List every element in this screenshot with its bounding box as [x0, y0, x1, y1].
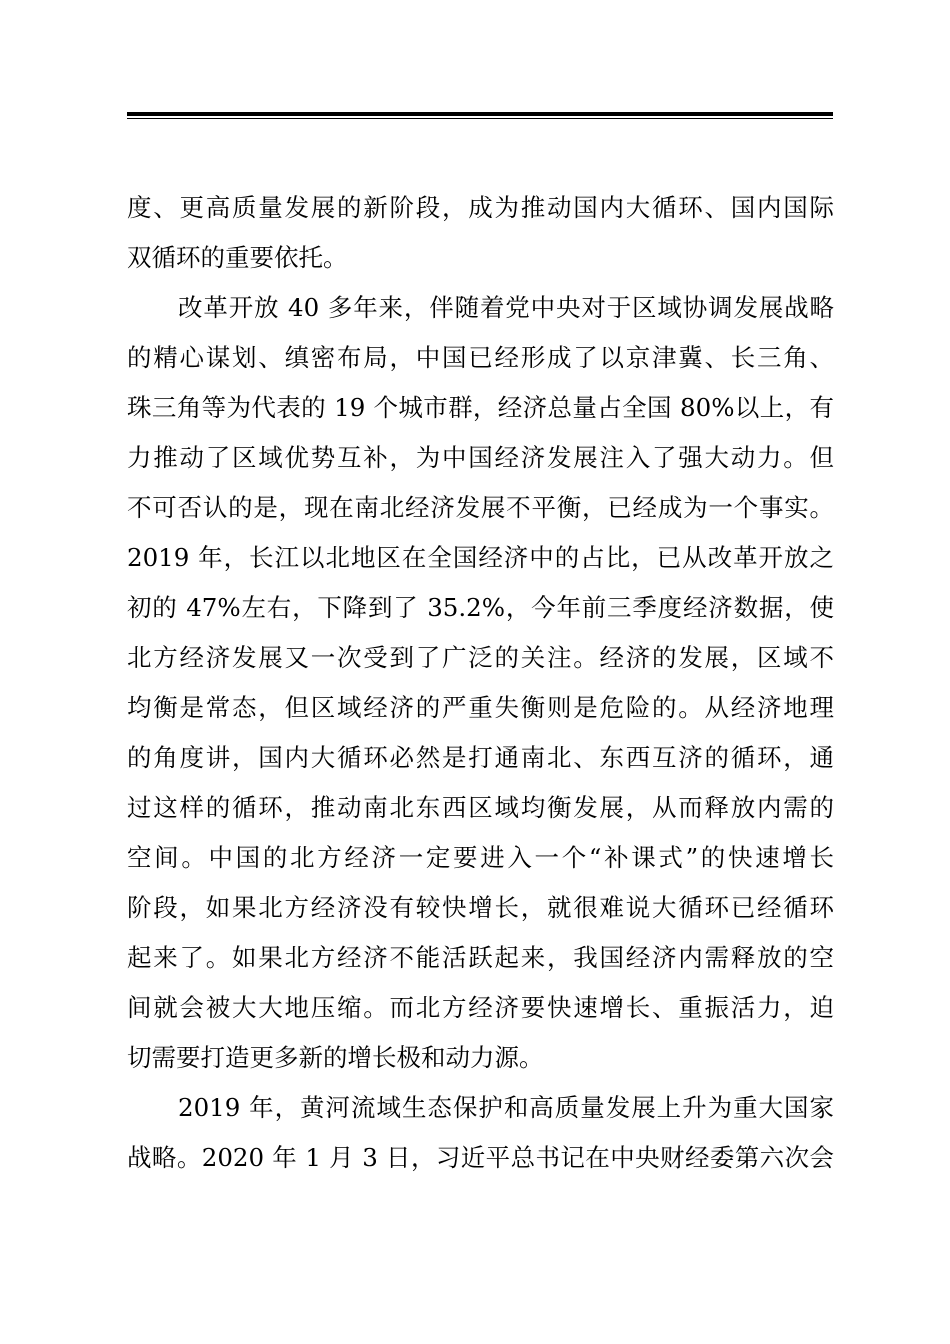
- text-line: 的角度讲，国内大循环必然是打通南北、东西互济的循环，通: [127, 743, 834, 772]
- header-rule-thick: [127, 112, 833, 116]
- text-line: 过这样的循环，推动南北东西区域均衡发展，从而释放内需的: [127, 793, 834, 822]
- text-line: 2019 年，长江以北地区在全国经济中的占比，已从改革开放之: [127, 543, 834, 572]
- text-line: 双循环的重要依托。: [127, 243, 348, 272]
- text-line: 北方经济发展又一次受到了广泛的关注。经济的发展，区域不: [127, 643, 834, 672]
- header-rule-thin: [127, 118, 833, 119]
- text-line: 起来了。如果北方经济不能活跃起来，我国经济内需释放的空: [127, 943, 834, 972]
- paragraph-first-line: 改革开放 40 多年来，伴随着党中央对于区域协调发展战略: [178, 293, 834, 322]
- text-line: 不可否认的是，现在南北经济发展不平衡，已经成为一个事实。: [127, 493, 834, 522]
- text-line: 间就会被大大地压缩。而北方经济要快速增长、重振活力，迫: [127, 993, 834, 1022]
- text-line: 力推动了区域优势互补，为中国经济发展注入了强大动力。但: [127, 443, 834, 472]
- text-line: 空间。中国的北方经济一定要进入一个“补课式”的快速增长: [127, 843, 834, 872]
- text-line: 度、更高质量发展的新阶段，成为推动国内大循环、国内国际: [127, 193, 834, 222]
- text-line: 均衡是常态，但区域经济的严重失衡则是危险的。从经济地理: [127, 693, 834, 722]
- text-line: 战略。2020 年 1 月 3 日，习近平总书记在中央财经委第六次会: [127, 1143, 834, 1172]
- paragraph-first-line: 2019 年，黄河流域生态保护和高质量发展上升为重大国家: [178, 1093, 834, 1122]
- text-line: 的精心谋划、缜密布局，中国已经形成了以京津冀、长三角、: [127, 343, 834, 372]
- text-line: 珠三角等为代表的 19 个城市群，经济总量占全国 80%以上，有: [127, 393, 834, 422]
- text-line: 切需要打造更多新的增长极和动力源。: [127, 1043, 544, 1072]
- text-line: 阶段，如果北方经济没有较快增长，就很难说大循环已经循环: [127, 893, 834, 922]
- text-line: 初的 47%左右，下降到了 35.2%，今年前三季度经济数据，使: [127, 593, 834, 622]
